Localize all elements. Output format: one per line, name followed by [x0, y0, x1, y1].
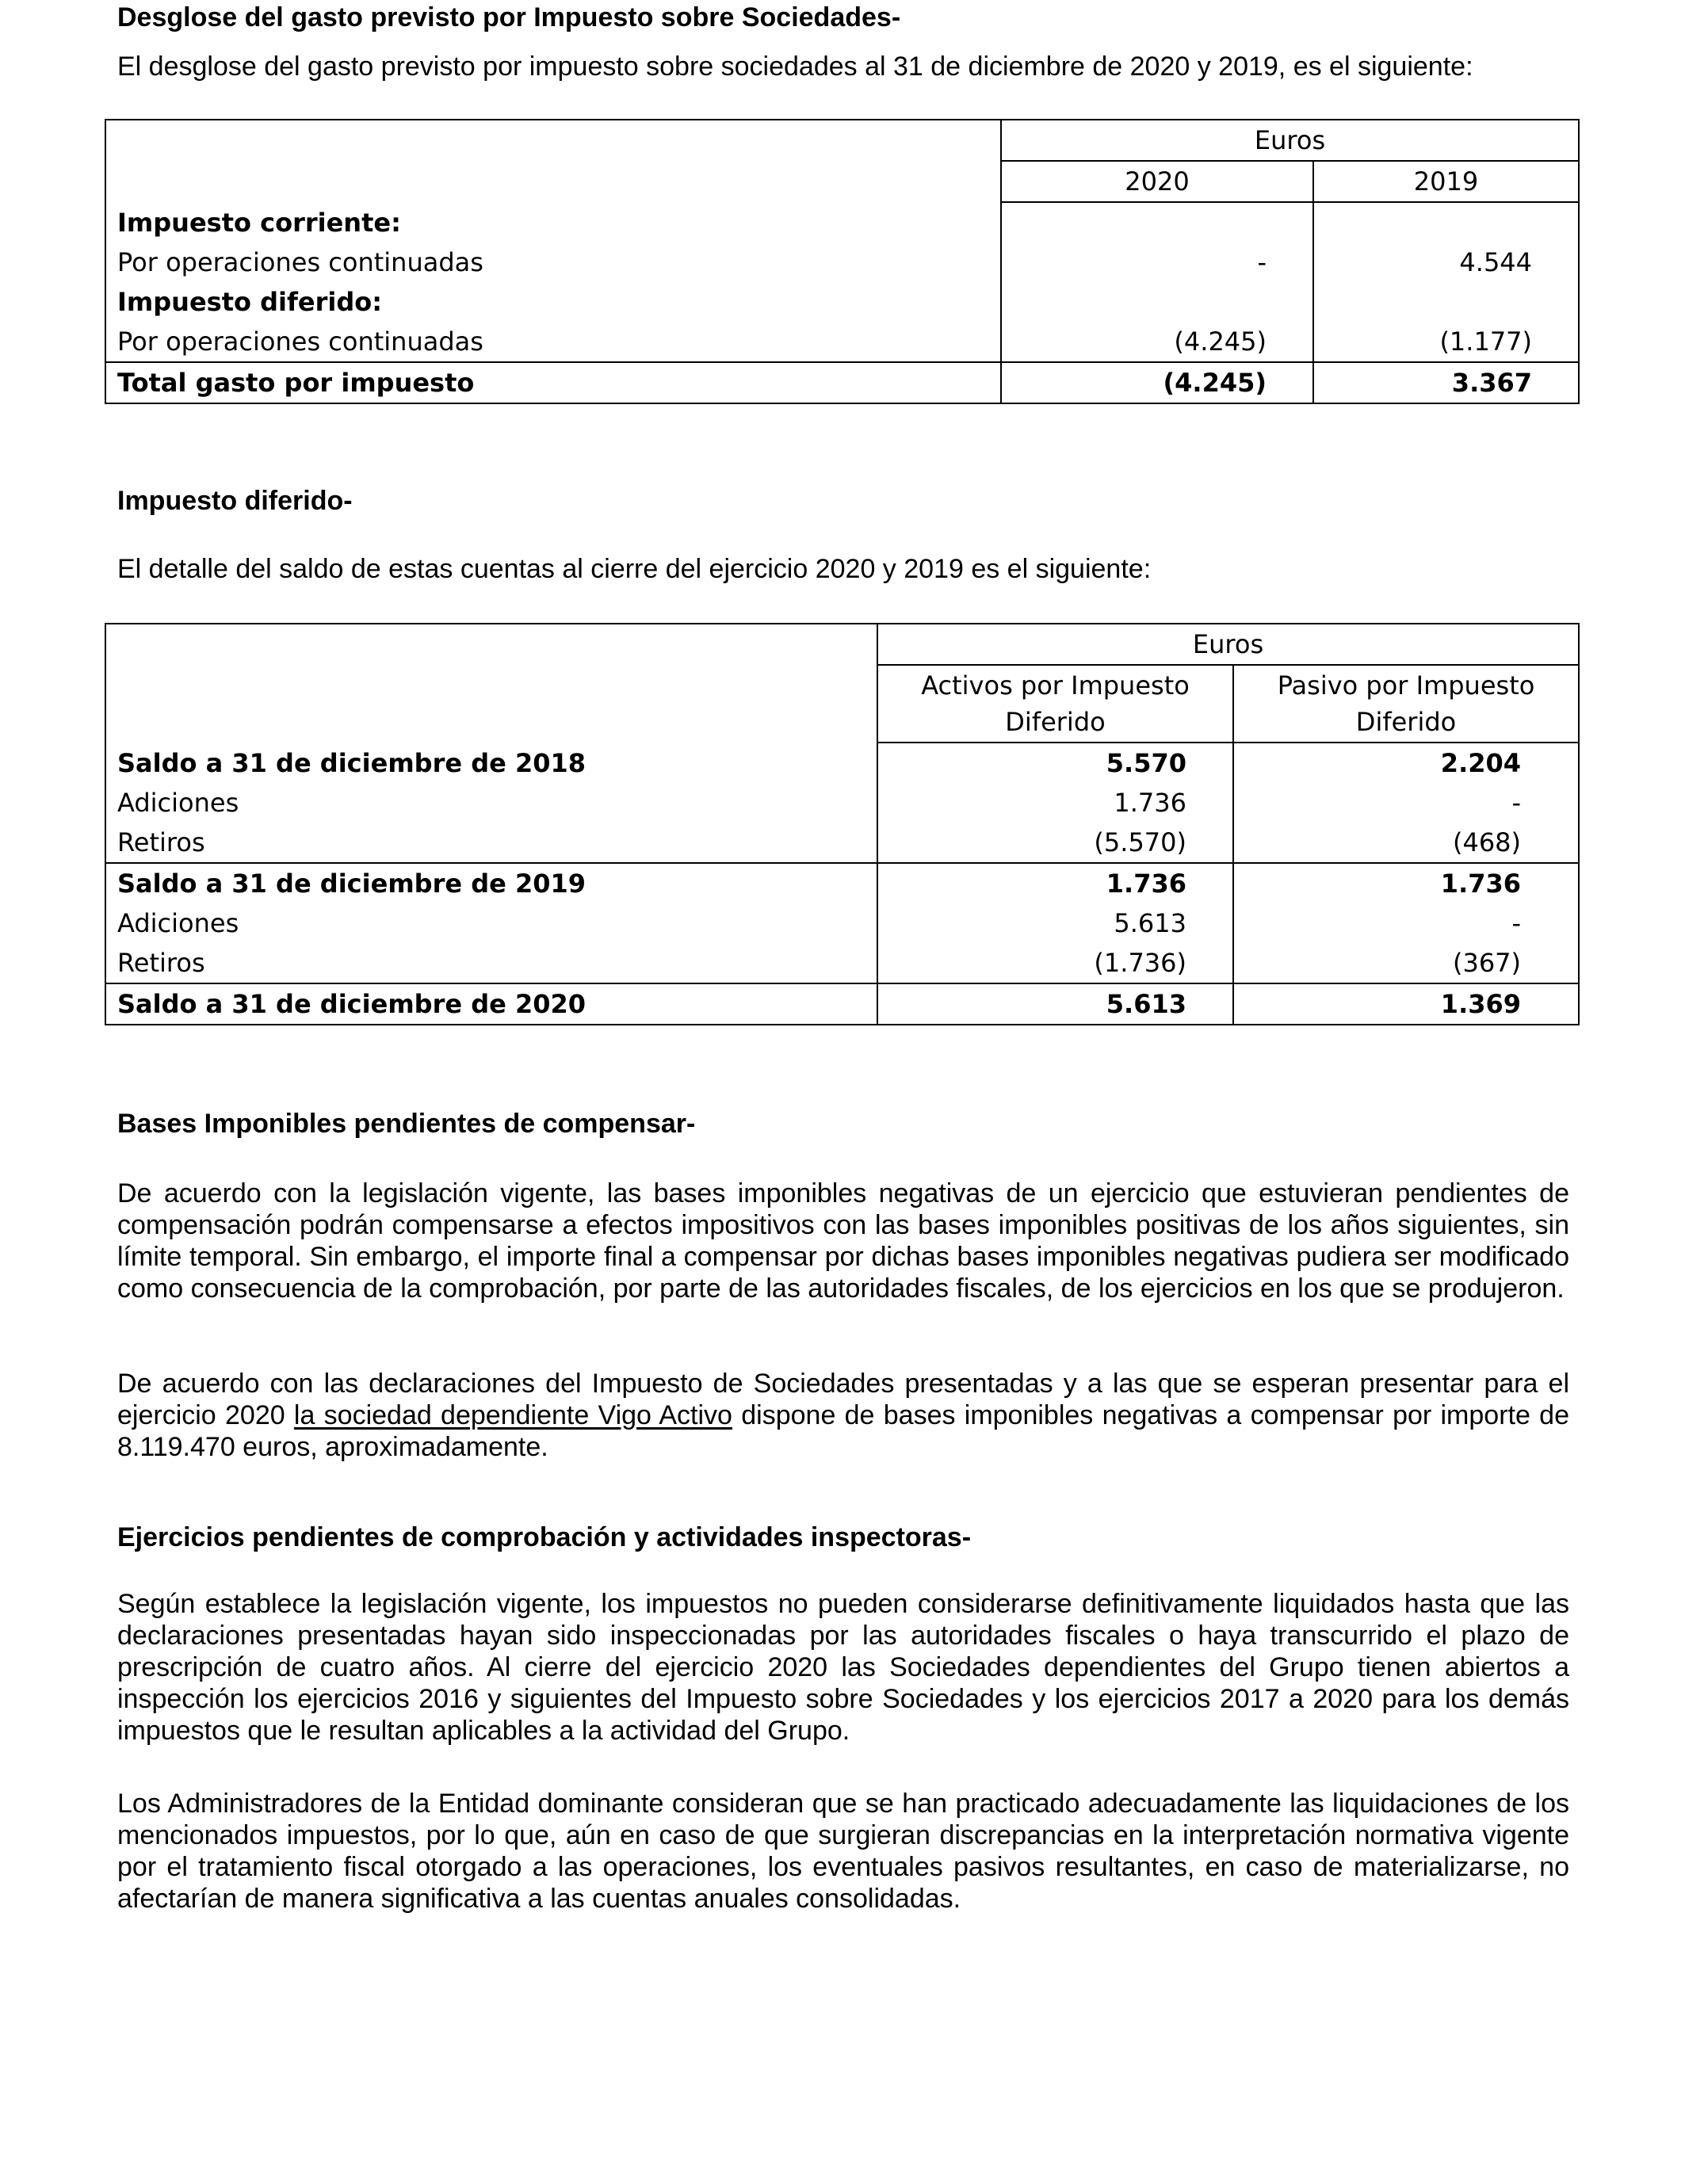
cell-2019: [1313, 282, 1579, 322]
cell-2019: 4.544: [1313, 242, 1579, 282]
total-cell-pasivo: 1.369: [1233, 983, 1579, 1025]
total-cell-2020: (4.245): [1001, 362, 1313, 403]
row-label: Por operaciones continuadas: [105, 242, 1001, 282]
ejercicios-paragraph-2: Los Administradores de la Entidad dominante consideran que se han practicado adecuadamente las liquidaciones de los mencionados impuestos, por lo que, aún en caso de que surgieran discrepancias en la interpretación normativa vigente por el tratamiento fiscal otorgado a las operaciones, los eventuales pasivos resultantes, en caso de materializarse, no afectarían de manera significativa a las cuentas anuales consolidadas.: [117, 1789, 1569, 1914]
section-title-ejercicios-pendientes: Ejercicios pendientes de comprobación y actividades inspectoras-: [117, 1522, 972, 1552]
activos-header: Activos por Impuesto Diferido: [877, 665, 1233, 743]
row-label: Adiciones: [105, 783, 877, 823]
total-row-label: Saldo a 31 de diciembre de 2020: [105, 983, 877, 1025]
cell-activos: 5.613: [877, 903, 1233, 943]
cell-2020: [1001, 282, 1313, 322]
cell-2019: [1313, 202, 1579, 242]
bases-imponibles-paragraph-2: [117, 1368, 1569, 1463]
cell-pasivo: (367): [1233, 943, 1579, 983]
ejercicios-paragraph-1: Según establece la legislación vigente, los impuestos no pueden considerarse definitivamente liquidados hasta que las declaraciones presentadas hayan sido inspeccionadas por las autoridades fiscales o haya transcurrido el plazo de prescripción de cuatro años. Al cierre del ejercicio 2020 las Sociedades dependientes del Grupo tienen abiertos a inspección los ejercicios 2016 y siguientes del Impuesto sobre Sociedades y los ejercicios 2017 a 2020 para los demás impuestos que le resultan aplicables a la actividad del Grupo.: [117, 1589, 1569, 1746]
total-cell-activos: 5.613: [877, 983, 1233, 1025]
cell-activos: 5.570: [877, 743, 1233, 783]
p2-text-start: De acuerdo con las declaraciones del Impuesto de Sociedades presentadas y a las que se esperan presentar para el ejercicio 2020: [117, 1369, 1569, 1430]
row-label: Adiciones: [105, 903, 877, 943]
cell-pasivo: -: [1233, 903, 1579, 943]
pasivo-header: Pasivo por Impuesto Diferido: [1233, 665, 1579, 743]
section-title-bases-imponibles: Bases Imponibles pendientes de compensar-: [117, 1109, 696, 1139]
row-label: Por operaciones continuadas: [105, 322, 1001, 362]
cell-2020: [1001, 202, 1313, 242]
deferred-tax-table: [105, 623, 1580, 1025]
currency-header: Euros: [877, 624, 1579, 665]
row-label: Impuesto corriente:: [105, 202, 1001, 242]
section-intro-desglose: El desglose del gasto previsto por impuesto sobre sociedades al 31 de diciembre de 2020 y 2019, es el siguiente:: [117, 52, 1473, 82]
cell-pasivo: (468): [1233, 823, 1579, 863]
total-cell-2019: 3.367: [1313, 362, 1579, 403]
cell-pasivo: 1.736: [1233, 863, 1579, 903]
cell-2019: (1.177): [1313, 322, 1579, 362]
year-2019-header: 2019: [1313, 161, 1579, 202]
row-label: Saldo a 31 de diciembre de 2018: [105, 743, 877, 783]
cell-pasivo: 2.204: [1233, 743, 1579, 783]
table-corner: [105, 624, 877, 743]
vigo-activo-underlined: la sociedad dependiente Vigo Activo: [293, 1400, 732, 1430]
table-corner: [105, 120, 1001, 202]
row-label: Impuesto diferido:: [105, 282, 1001, 322]
cell-activos: 1.736: [877, 863, 1233, 903]
cell-2020: (4.245): [1001, 322, 1313, 362]
total-row-label: Total gasto por impuesto: [105, 362, 1001, 403]
row-label: Retiros: [105, 823, 877, 863]
cell-activos: (5.570): [877, 823, 1233, 863]
tax-expense-table: [105, 119, 1580, 404]
row-label: Retiros: [105, 943, 877, 983]
p2-text-end: dispone de bases imponibles negativas a compensar por importe de 8.119.470 euros, aproximadamente.: [117, 1400, 1569, 1462]
cell-activos: 1.736: [877, 783, 1233, 823]
cell-pasivo: -: [1233, 783, 1579, 823]
bases-imponibles-paragraph-1: De acuerdo con la legislación vigente, las bases imponibles negativas de un ejercicio que estuvieran pendientes de compensación podrán compensarse a efectos impositivos con las bases imponibles positivas de los años siguientes, sin límite temporal. Sin embargo, el importe final a compensar por dichas bases imponibles negativas pudiera ser modificado como consecuencia de la comprobación, por parte de las autoridades fiscales, de los ejercicios en los que se produjeron.: [117, 1178, 1569, 1304]
cell-2020: -: [1001, 242, 1313, 282]
section-intro-impuesto-diferido: El detalle del saldo de estas cuentas al cierre del ejercicio 2020 y 2019 es el siguiente:: [117, 554, 1152, 584]
row-label: Saldo a 31 de diciembre de 2019: [105, 863, 877, 903]
section-title-desglose: Desglose del gasto previsto por Impuesto sobre Sociedades-: [117, 2, 901, 32]
currency-header: Euros: [1001, 120, 1579, 161]
cell-activos: (1.736): [877, 943, 1233, 983]
section-title-impuesto-diferido: Impuesto diferido-: [117, 486, 353, 516]
year-2020-header: 2020: [1001, 161, 1313, 202]
